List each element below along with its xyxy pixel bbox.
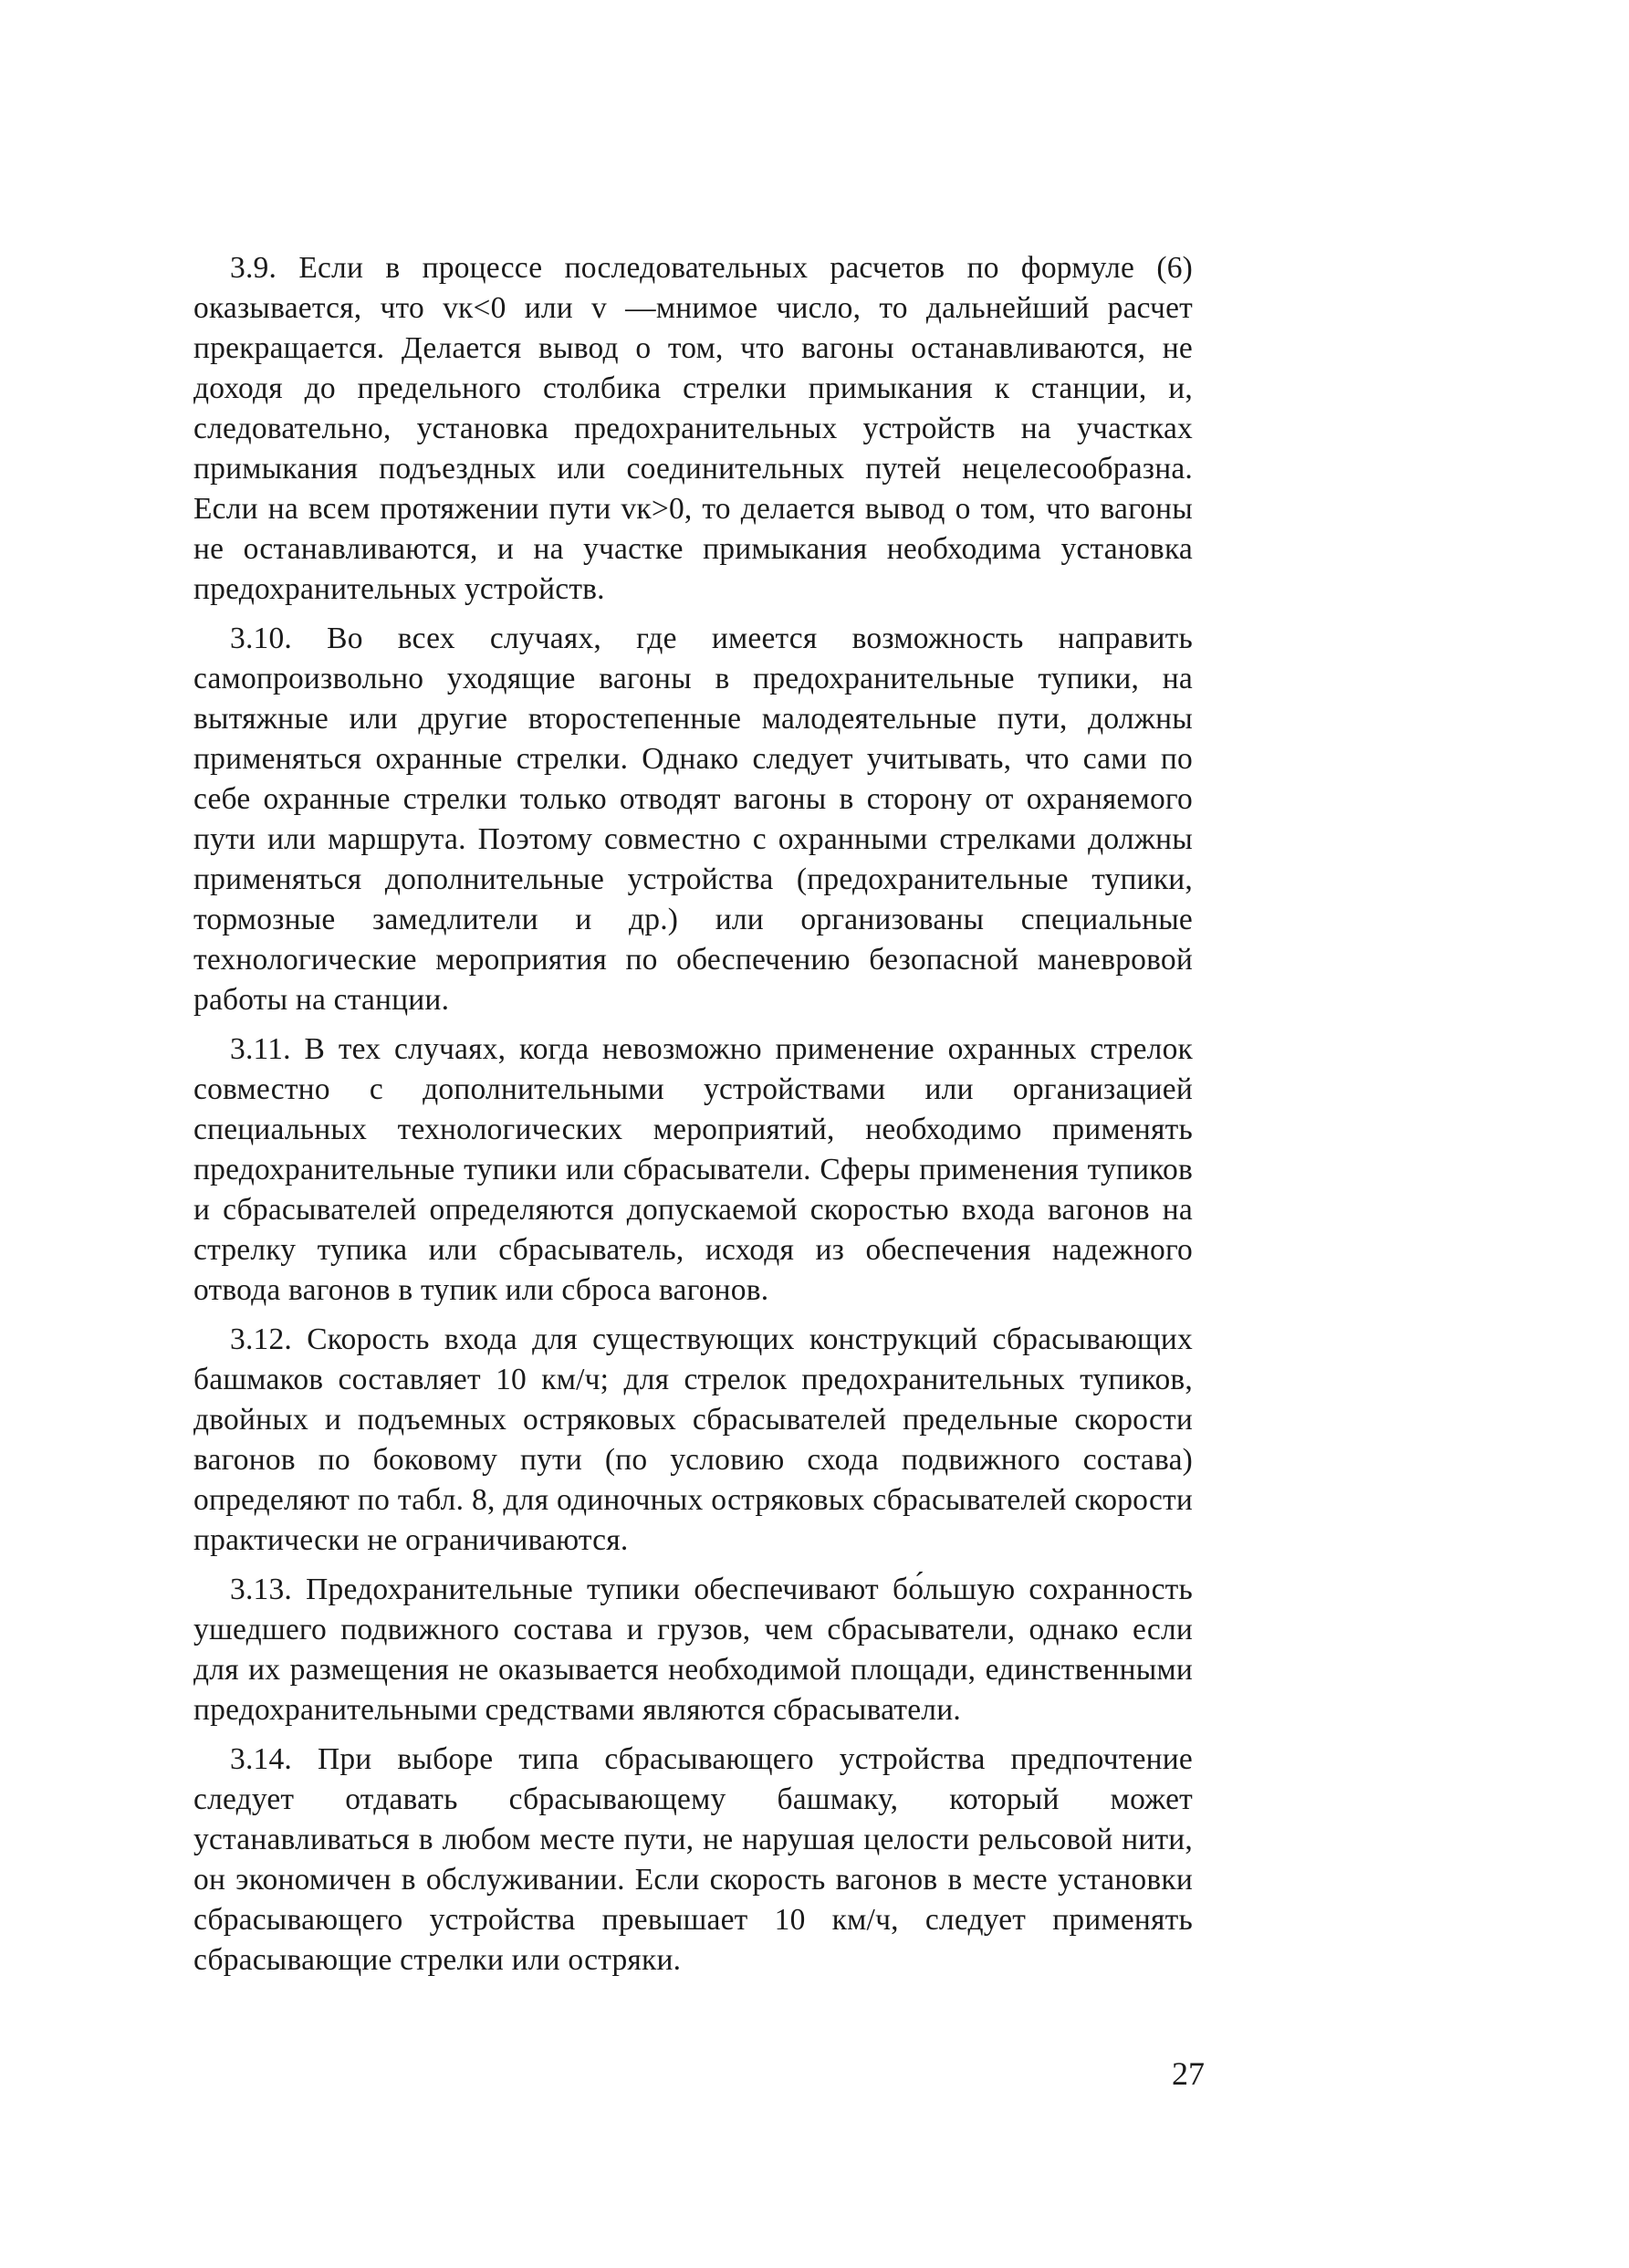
- paragraph-text: При выборе типа сбрасывающего устройства предпочтение следует отдавать сбрасывающему башмаку, который может устанавливаться в любом месте пути, не нарушая целости рельсовой нити, он экономичен в обслуживании. Если скорость вагонов в месте установки сбрасывающего устройства превышает 10 км/ч, следует применять сбрасывающие стрелки или остряки.: [193, 1742, 1193, 1977]
- paragraph-text: Во всех случаях, где имеется возможность направить самопроизвольно уходящие вагоны в предохранительные тупики, на вытяжные или другие второстепенные малодеятельные пути, должны применяться охранные стрелки. Однако следует учитывать, что сами по себе охранные стрелки только отводят вагоны в сторону от охраняемого пути или маршрута. Поэтому совместно с охранными стрелками должны применяться дополнительные устройства (предохранительные тупики, тормозные замедлители и др.) или организованы специальные технологические мероприятия по обеспечению безопасной маневровой работы на станции.: [193, 622, 1194, 1017]
- paragraph-3-11: [193, 1029, 1193, 1311]
- paragraph-number: 3.10.: [230, 622, 292, 655]
- paragraph-number: 3.14.: [230, 1742, 292, 1776]
- paragraph-number: 3.13.: [230, 1573, 292, 1606]
- paragraph-3-12: [193, 1320, 1193, 1561]
- paragraph-3-14: [193, 1740, 1193, 1981]
- body-text: [193, 248, 1193, 1990]
- paragraph-3-9: [193, 248, 1193, 610]
- paragraph-3-10: [193, 619, 1193, 1020]
- paragraph-text: Предохранительные тупики обеспечивают бо́льшую сохранность ушедшего подвижного состава и грузов, чем сбрасыватели, однако если для их размещения не оказывается необходимой площади, единственными предохранительными средствами являются сбрасыватели.: [193, 1573, 1194, 1727]
- paragraph-number: 3.11.: [230, 1032, 291, 1066]
- paragraph-text: Скорость входа для существующих конструкций сбрасывающих башмаков составляет 10 км/ч; для стрелок предохранительных тупиков, двойных и подъемных остряковых сбрасывателей предельные скорости вагонов по боковому пути (по условию схода подвижного состава) определяют по табл. 8, для одиночных остряковых сбрасывателей скорости практически не ограничиваются.: [193, 1322, 1193, 1557]
- page-number: 27: [1172, 2055, 1205, 2092]
- paragraph-number: 3.12.: [230, 1322, 292, 1356]
- paragraph-text: В тех случаях, когда невозможно применение охранных стрелок совместно с дополнительными устройствами или организацией специальных технологических мероприятий, необходимо применять предохранительные тупики или сбрасыватели. Сферы применения тупиков и сбрасывателей определяются допускаемой скоростью входа вагонов на стрелку тупика или сбрасыватель, исходя из обеспечения надежного отвода вагонов в тупик или сброса вагонов.: [193, 1032, 1194, 1307]
- paragraph-3-13: [193, 1570, 1193, 1730]
- paragraph-text: Если в процессе последовательных расчетов по формуле (6) оказывается, что vк<0 или v —мнимое число, то дальнейший расчет прекращается. Делается вывод о том, что вагоны останавливаются, не доходя до предельного столбика стрелки примыкания к станции, и, следовательно, установка предохранительных устройств на участках примыкания подъездных или соединительных путей нецелесообразна. Если на всем протяжении пути vк>0, то делается вывод о том, что вагоны не останавливаются, и на участке примыкания необходима установка предохранительных устройств.: [193, 251, 1193, 606]
- paragraph-number: 3.9.: [230, 251, 277, 285]
